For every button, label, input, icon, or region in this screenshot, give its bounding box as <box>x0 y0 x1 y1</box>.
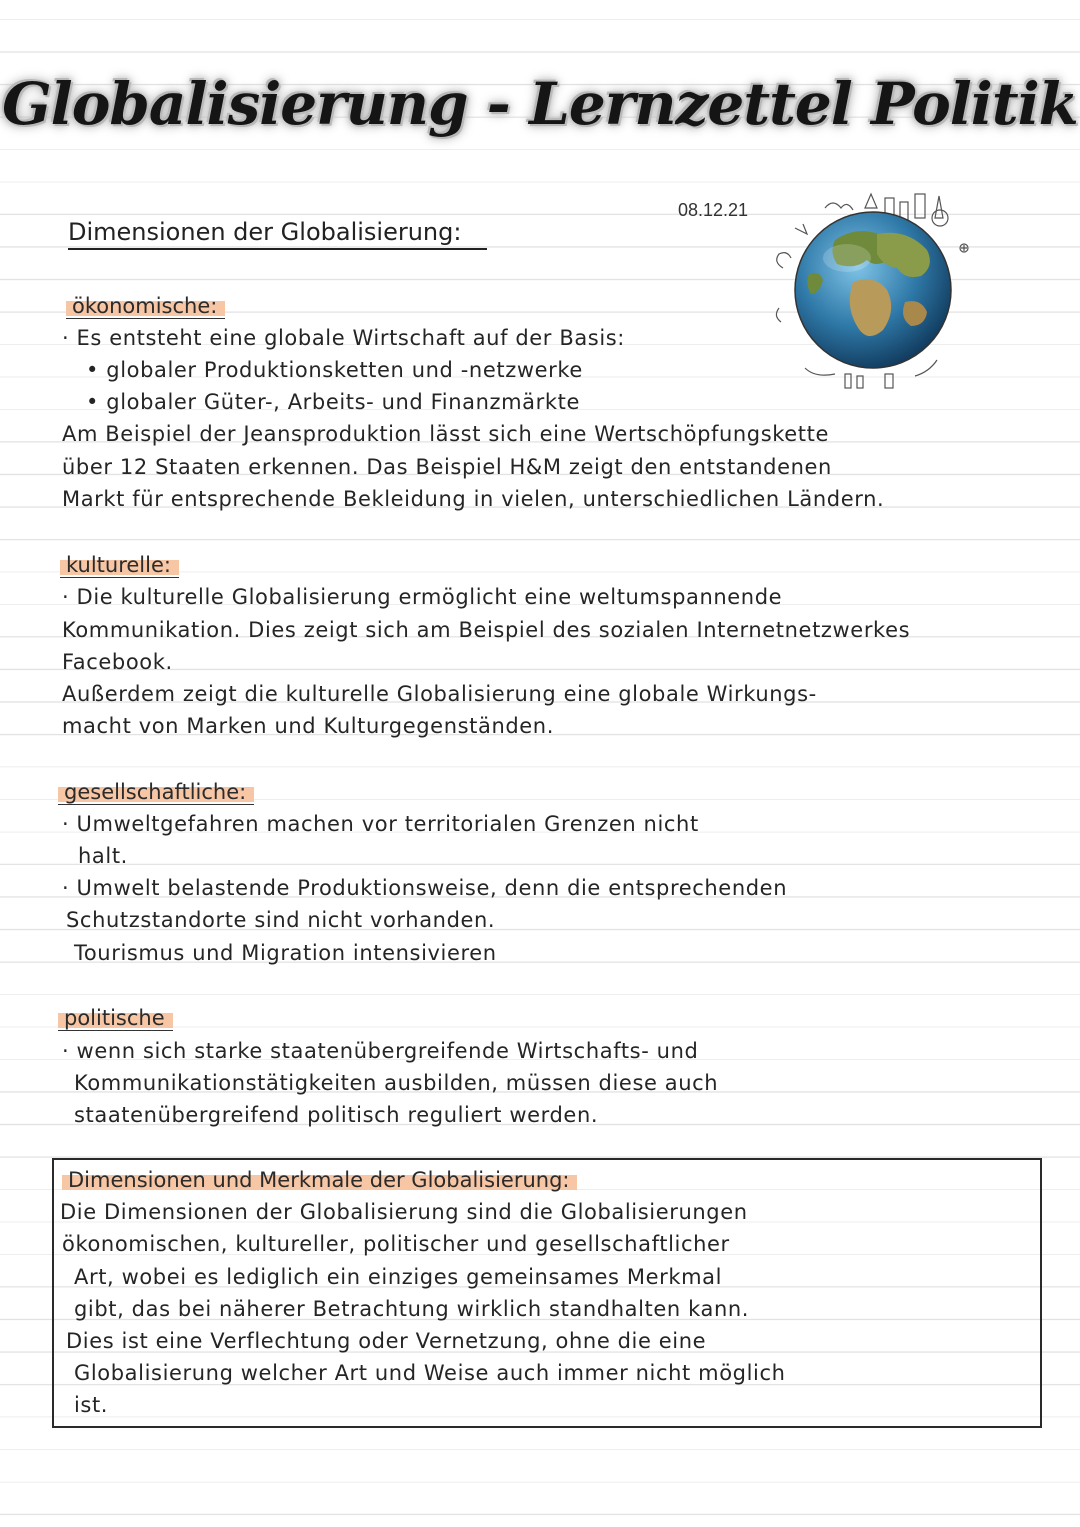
text-line: Dies ist eine Verflechtung oder Vernetzung, ohne die eine <box>66 1329 707 1353</box>
text-line: Markt für entsprechende Bekleidung in vielen, unterschiedlichen Ländern. <box>62 487 885 511</box>
summary-box <box>52 1158 1042 1428</box>
text-line: Globalisierung welcher Art und Weise auch immer nicht möglich <box>74 1361 786 1385</box>
text-line: · Umweltgefahren machen vor territorialen Grenzen nicht <box>62 812 699 836</box>
text-line: macht von Marken und Kulturgegenständen. <box>62 714 554 738</box>
text-line: staatenübergreifend politisch reguliert werden. <box>74 1103 599 1127</box>
text-line: über 12 Staaten erkennen. Das Beispiel H&M zeigt den entstandenen <box>62 455 832 479</box>
globe-illustration-icon <box>765 178 985 398</box>
text-line: · Es entsteht eine globale Wirtschaft auf der Basis: <box>62 326 625 350</box>
dimensions-heading: Dimensionen der Globalisierung: <box>68 218 487 250</box>
page-title: Globalisierung - Lernzettel Politik <box>2 70 1078 138</box>
text-line: gibt, das bei näherer Betrachtung wirklich standhalten kann. <box>74 1297 750 1321</box>
text-line: Schutzstandorte sind nicht vorhanden. <box>66 908 496 932</box>
text-line: Die Dimensionen der Globalisierung sind die Globalisierungen <box>60 1200 748 1224</box>
section-label-gesellschaftlich: gesellschaftliche: <box>58 780 254 805</box>
text-line: Am Beispiel der Jeansproduktion lässt sich eine Wertschöpfungskette <box>62 422 829 446</box>
text-line: Art, wobei es lediglich ein einziges gemeinsames Merkmal <box>74 1265 723 1289</box>
section-label-politisch: politische <box>58 1006 173 1031</box>
text-line: · Umwelt belastende Produktionsweise, denn die entsprechenden <box>62 876 788 900</box>
text-line: Facebook. <box>62 650 173 674</box>
text-line: Tourismus und Migration intensivieren <box>74 941 497 965</box>
text-line: · wenn sich starke staatenübergreifende Wirtschafts- und <box>62 1039 699 1063</box>
text-line: · Die kulturelle Globalisierung ermöglicht eine weltumspannende <box>62 585 783 609</box>
text-line: Kommunikation. Dies zeigt sich am Beispiel des sozialen Internetnetzwerkes <box>62 618 911 642</box>
text-line: • globaler Güter-, Arbeits- und Finanzmärkte <box>86 390 580 414</box>
section-label-kulturell: kulturelle: <box>60 553 179 578</box>
text-line: • globaler Produktionsketten und -netzwerke <box>86 358 583 382</box>
text-line: Kommunikationstätigkeiten ausbilden, müssen diese auch <box>74 1071 719 1095</box>
text-line: halt. <box>78 844 128 868</box>
section-label-oekonomisch: ökonomische: <box>66 294 225 319</box>
text-line: Außerdem zeigt die kulturelle Globalisierung eine globale Wirkungs- <box>62 682 817 706</box>
text-line: ökonomischen, kultureller, politischer und gesellschaftlicher <box>62 1232 730 1256</box>
date-label: 08.12.21 <box>678 200 749 220</box>
summary-label: Dimensionen und Merkmale der Globalisierung: <box>62 1168 577 1192</box>
text-line: ist. <box>74 1393 109 1417</box>
